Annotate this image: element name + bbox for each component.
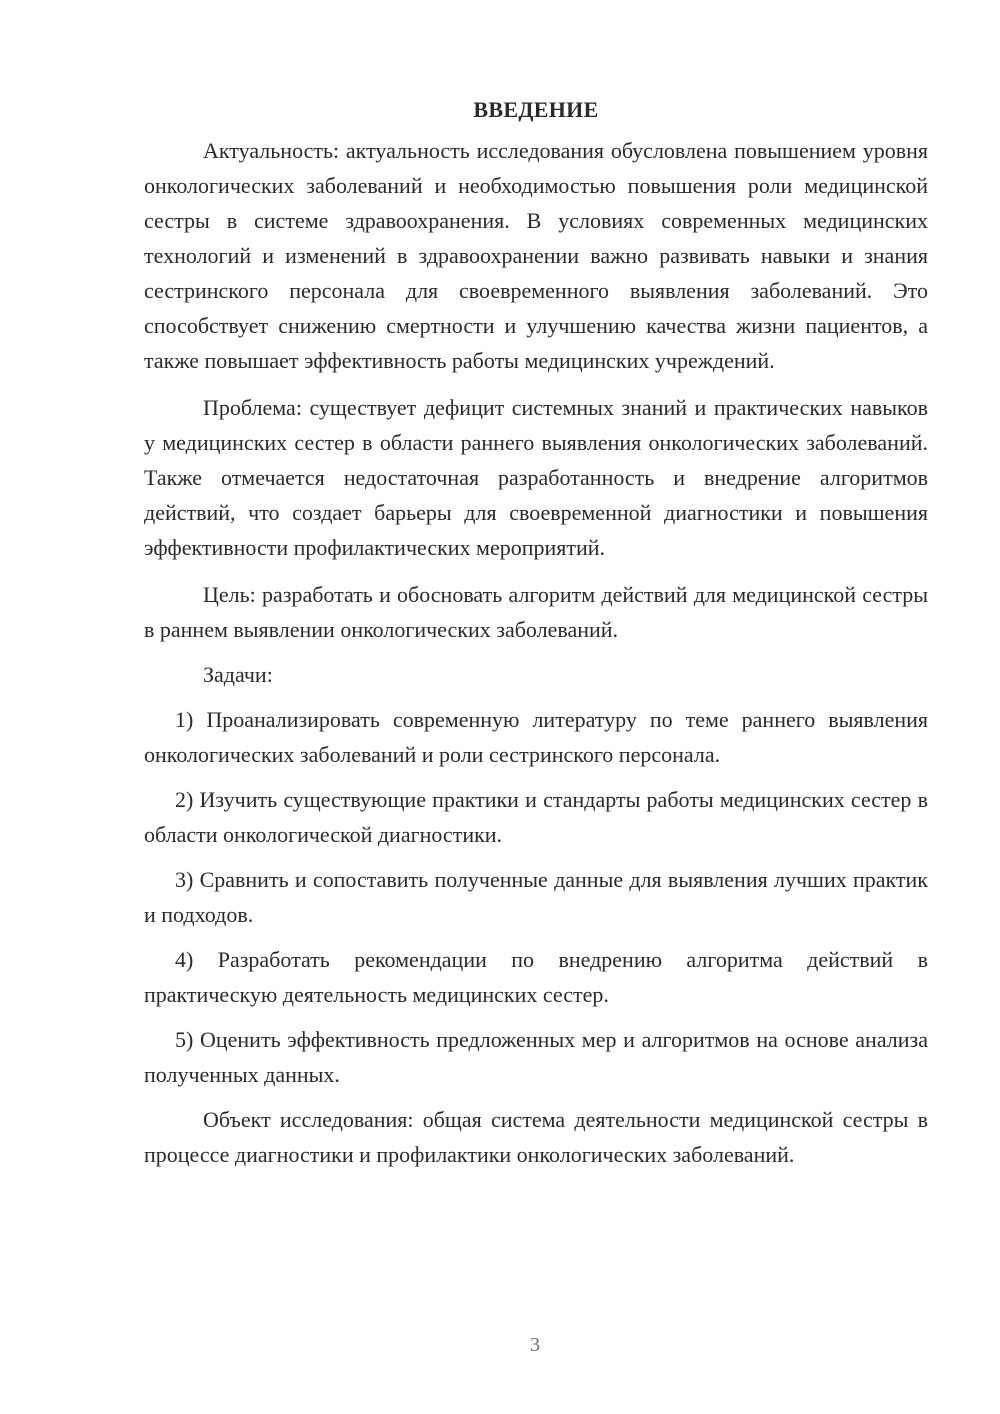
task-item: 1) Проанализировать современную литературу по теме раннего выявления онкологических заболеваний и роли сестринского персонала. bbox=[144, 707, 928, 767]
relevance-paragraph: Актуальность: актуальность исследования обусловлена повышением уровня онкологических заболеваний и необходимостью повышения роли медицинской сестры в системе здравоохранения. В условиях современных медицинских технологий и изменений в здравоохранении важно развивать навыки и знания сестринского персонала для своевременного выявления заболеваний. Это способствует снижению смертности и улучшению качества жизни пациентов, а также повышает эффективность работы медицинских учреждений. bbox=[144, 138, 928, 373]
document-body bbox=[144, 92, 928, 1172]
page-number: 3 bbox=[530, 1334, 540, 1356]
goal-paragraph: Цель: разработать и обосновать алгоритм действий для медицинской сестры в раннем выявлении онкологических заболеваний. bbox=[144, 582, 928, 642]
task-item: 2) Изучить существующие практики и стандарты работы медицинских сестер в области онкологической диагностики. bbox=[144, 787, 928, 847]
task-item: 5) Оценить эффективность предложенных мер и алгоритмов на основе анализа полученных данных. bbox=[144, 1027, 928, 1087]
problem-paragraph: Проблема: существует дефицит системных знаний и практических навыков у медицинских сестер в области раннего выявления онкологических заболеваний. Также отмечается недостаточная разработанность и внедрение алгоритмов действий, что создает барьеры для своевременной диагностики и повышения эффективности профилактических мероприятий. bbox=[144, 395, 928, 560]
task-item: 4) Разработать рекомендации по внедрению алгоритма действий в практическую деятельность медицинских сестер. bbox=[144, 947, 928, 1007]
object-paragraph: Объект исследования: общая система деятельности медицинской сестры в процессе диагностики и профилактики онкологических заболеваний. bbox=[144, 1107, 928, 1167]
task-item: 3) Сравнить и сопоставить полученные данные для выявления лучших практик и подходов. bbox=[144, 867, 928, 927]
section-title: ВВЕДЕНИЕ bbox=[473, 97, 599, 122]
tasks-heading: Задачи: bbox=[203, 662, 273, 687]
